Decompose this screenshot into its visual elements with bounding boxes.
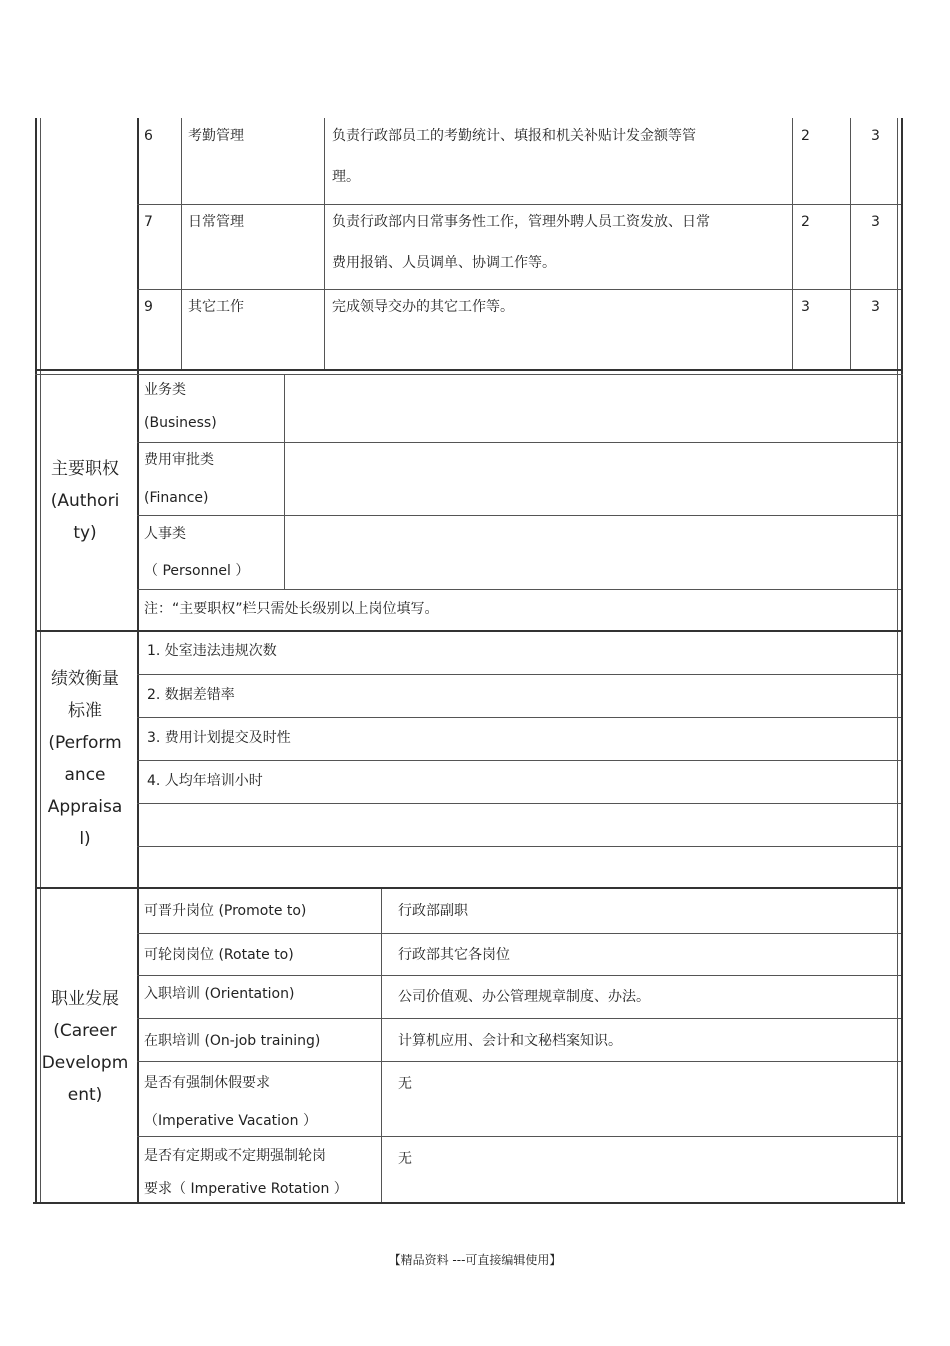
duty-number: 6 xyxy=(144,128,153,144)
authority-label-cn: 费用审批类 xyxy=(144,452,214,468)
duty-number: 9 xyxy=(144,299,153,315)
page-footer: 【精品资料 ---可直接编辑使用】 xyxy=(388,1253,562,1267)
performance-section-title: 绩效衡量 标准 (Perform ance Appraisa l) xyxy=(47,669,123,849)
career-value: 公司价值观、办公管理规章制度、办法。 xyxy=(398,989,650,1005)
career-label: 入职培训 (Orientation) xyxy=(144,986,295,1002)
duty-name: 其它工作 xyxy=(188,299,244,315)
duty-value-a: 3 xyxy=(801,299,810,315)
duty-value-b: 3 xyxy=(871,299,880,315)
authority-section-title: 主要职权 (Authori ty) xyxy=(50,459,120,543)
duty-name: 日常管理 xyxy=(188,214,244,230)
duty-desc-line2: 费用报销、人员调单、协调工作等。 xyxy=(332,255,556,271)
performance-item: 4. 人均年培训小时 xyxy=(147,773,263,789)
career-label: 可轮岗岗位 (Rotate to) xyxy=(144,947,294,963)
authority-label-cn: 业务类 xyxy=(144,382,186,398)
duty-value-a: 2 xyxy=(801,214,810,230)
authority-note: 注：“主要职权”栏只需处长级别以上岗位填写。 xyxy=(144,601,439,617)
duty-value-b: 3 xyxy=(871,214,880,230)
career-section-title: 职业发展 (Career Developm ent) xyxy=(41,989,129,1105)
duty-value-a: 2 xyxy=(801,128,810,144)
authority-label-en: (Finance) xyxy=(144,490,209,506)
duty-desc-line1: 负责行政部员工的考勤统计、填报和机关补贴计发金额等管 xyxy=(332,128,696,144)
performance-item: 1. 处室违法违规次数 xyxy=(147,643,277,659)
performance-item: 3. 费用计划提交及时性 xyxy=(147,730,291,746)
career-value: 无 xyxy=(398,1076,412,1092)
career-label: 可晋升岗位 (Promote to) xyxy=(144,903,307,919)
career-value: 无 xyxy=(398,1151,412,1167)
duty-desc-line1: 负责行政部内日常事务性工作，管理外聘人员工资发放、日常 xyxy=(332,214,710,230)
duty-name: 考勤管理 xyxy=(188,128,244,144)
career-value: 行政部副职 xyxy=(398,903,468,919)
duty-desc-line1: 完成领导交办的其它工作等。 xyxy=(332,299,514,315)
career-label-en: 要求（ Imperative Rotation ） xyxy=(144,1181,348,1197)
career-label-en: （Imperative Vacation ） xyxy=(144,1113,317,1129)
duty-desc-line2: 理。 xyxy=(332,169,360,185)
duty-value-b: 3 xyxy=(871,128,880,144)
authority-label-en: (Business) xyxy=(144,415,217,431)
career-value: 行政部其它各岗位 xyxy=(398,947,510,963)
performance-item: 2. 数据差错率 xyxy=(147,687,235,703)
authority-label-en: （ Personnel ） xyxy=(144,563,250,579)
duty-number: 7 xyxy=(144,214,153,230)
career-label: 是否有强制休假要求 xyxy=(144,1075,270,1091)
authority-label-cn: 人事类 xyxy=(144,526,186,542)
career-value: 计算机应用、会计和文秘档案知识。 xyxy=(398,1033,622,1049)
career-label: 是否有定期或不定期强制轮岗 xyxy=(144,1148,326,1164)
career-label: 在职培训 (On-job training) xyxy=(144,1033,321,1049)
